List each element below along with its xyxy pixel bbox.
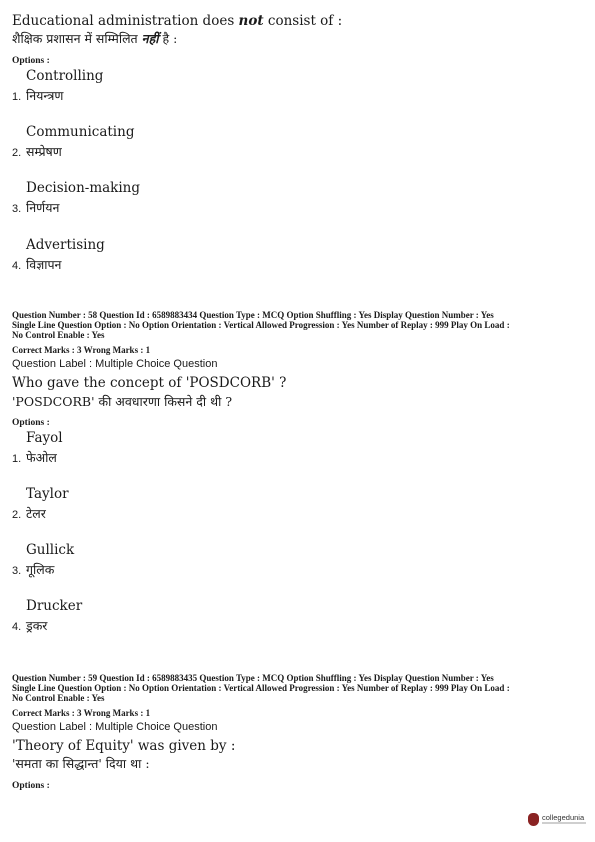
option-text-hi: सम्प्रेषण	[26, 144, 62, 159]
q57-emphasis-hi: नहीं	[141, 31, 159, 46]
option-text-en: Controlling	[26, 68, 104, 84]
option-text-en: Gullick	[26, 542, 75, 558]
option-text-hi: फेओल	[26, 450, 57, 465]
logo-cap-icon	[528, 813, 539, 826]
q59-question-en: 'Theory of Equity' was given by :	[12, 738, 236, 754]
option-number: 1.	[12, 453, 22, 465]
option-text-hi: ड्रकर	[26, 618, 48, 633]
option-text-hi: निर्णयन	[26, 200, 60, 215]
option-number: 4.	[12, 621, 22, 633]
option-number: 3.	[12, 565, 22, 577]
q58-question-en: Who gave the concept of 'POSDCORB' ?	[12, 375, 287, 391]
option-text-en: Drucker	[26, 598, 83, 614]
option-text-en: Taylor	[26, 486, 69, 502]
q58-question-hi: 'POSDCORB' की अवधारणा किसने दी थी ?	[12, 394, 233, 409]
option-text-en: Advertising	[26, 237, 105, 253]
logo-wordmark: collegedunia	[542, 813, 585, 822]
q57-question-hi: शैक्षिक प्रशासन में सम्मिलित नहीं है :	[12, 31, 178, 46]
q58-marks: Correct Marks : 3 Wrong Marks : 1	[12, 345, 151, 355]
option-text-hi: विज्ञापन	[26, 257, 62, 272]
q57-question-en: Educational administration does not consist of :	[12, 13, 343, 29]
q57-emphasis: not	[238, 13, 264, 29]
q59-metadata: Question Number : 59 Question Id : 6589883435 Question Type : MCQ Option Shuffling : Yes Display Question Number : Yes Single Line Question Option : No Option Orientation : Vertical Allowed Progression : Yes Number of Replay : 999 Play On Load : No Control Enable : Yes	[12, 673, 510, 703]
q58-metadata: Question Number : 58 Question Id : 6589883434 Question Type : MCQ Option Shuffling : Yes Display Question Number : Yes Single Line Question Option : No Option Orientation : Vertical Allowed Progression : Yes Number of Replay : 999 Play On Load : No Control Enable : Yes	[12, 310, 510, 340]
q59-marks: Correct Marks : 3 Wrong Marks : 1	[12, 708, 151, 718]
option-text-hi: टेलर	[26, 506, 46, 521]
q59-question-hi: 'समता का सिद्धान्त' दिया था :	[12, 756, 150, 771]
q59-question-label: Question Label : Multiple Choice Question	[12, 721, 218, 733]
option-text-en: Decision-making	[26, 180, 141, 196]
option-text-hi: गूलिक	[26, 562, 55, 577]
option-text-en: Communicating	[26, 124, 135, 140]
q59-options-label: Options :	[12, 781, 50, 791]
option-text-en: Fayol	[26, 430, 63, 446]
q57-options-label: Options :	[12, 56, 50, 66]
option-number: 2.	[12, 509, 22, 521]
option-number: 4.	[12, 260, 22, 272]
option-text-hi: नियन्त्रण	[26, 88, 64, 103]
collegedunia-logo	[528, 812, 588, 830]
q58-question-label: Question Label : Multiple Choice Question	[12, 358, 218, 370]
option-number: 1.	[12, 91, 22, 103]
option-number: 2.	[12, 147, 22, 159]
option-number: 3.	[12, 203, 22, 215]
q58-options-label: Options :	[12, 418, 50, 428]
logo-tagline	[542, 822, 586, 824]
